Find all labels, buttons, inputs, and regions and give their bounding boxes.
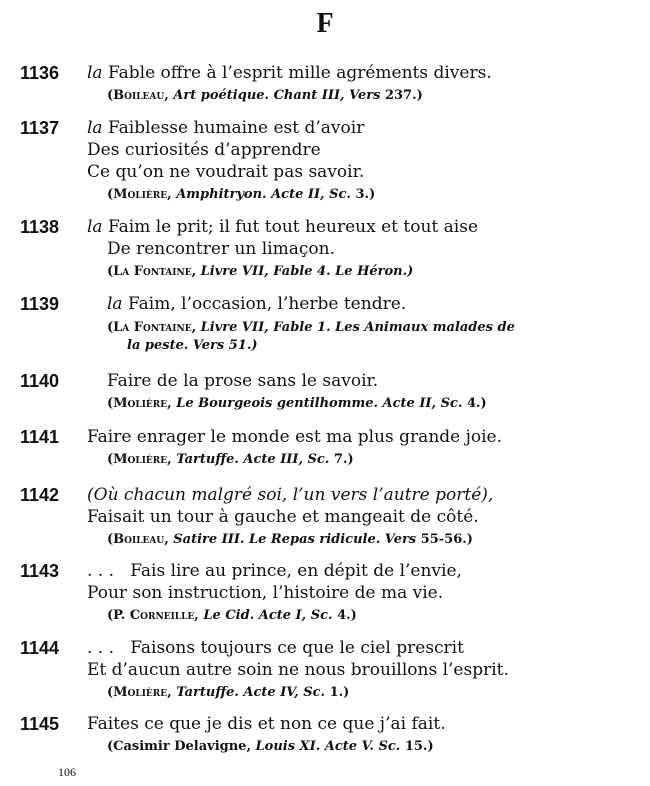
citation-work: Livre VII, [200,320,269,335]
citation-work: Le Cid. Acte I, [203,608,307,623]
citation-ref-label: Vers [349,88,381,103]
citation-work: Livre VII, [200,264,269,279]
article: la [87,118,103,138]
quote-line: Des curiosités d’apprendre [87,140,321,160]
quote-line: Faire de la prose sans le savoir. [107,371,379,391]
citation-ref: 1.) [329,685,350,700]
citation-work: Le Bourgeois gentilhomme. Acte II, [176,396,437,411]
entry-number: 1140 [20,371,60,391]
citation-ref: 3.) [355,187,376,202]
citation-author: La Fontaine, [113,320,197,335]
citation-author: Molière, [113,396,172,411]
citation-ref-label: Sc. [329,187,351,202]
entry-number: 1141 [20,427,60,447]
entry-number: 1144 [20,638,60,658]
entry-number: 1139 [20,294,60,314]
quote-line: De rencontrer un limaçon. [107,239,336,259]
citation-ref-label: Fable [273,264,313,279]
article: la [87,63,103,83]
entry-number: 1138 [20,217,60,237]
quote-line [87,117,364,139]
citation-ref: 4.) [466,396,487,411]
citation-ref: 15.) [404,739,434,754]
citation: (La Fontaine, Livre VII, Fable 4. Le Héron.) [107,264,414,279]
citation-ref-label: Fable [273,320,313,335]
entry-number: 1145 [20,714,60,734]
article: la [87,217,103,237]
citation-author: Molière, [113,452,172,467]
citation-ref: 4.) [337,608,357,623]
citation-ref-label: Vers [384,532,417,547]
entry-number: 1143 [20,561,60,581]
citation-work: Tartuffe. Acte IV, [176,685,299,700]
quote-text: Faiblesse humaine est d’avoir [107,118,365,138]
quote-line: Pour son instruction, l’histoire de ma vie. [87,583,444,603]
citation-work: Louis XI. Acte V. [255,739,374,754]
citation-author: Molière, [113,187,172,202]
citation-author: (Casimir Delavigne, [107,739,251,754]
citation-author: Boileau, [113,88,169,103]
entry-number: 1136 [20,63,60,83]
citation-ref-label: Sc. [307,452,330,467]
citation-work: Satire III. Le Repas ridicule. [173,532,381,547]
citation: (Boileau, Art poétique. Chant III, Vers 237.) [107,88,423,103]
entry-number: 1137 [20,118,60,138]
entry-number: 1142 [20,485,60,505]
citation-ref-label: Sc. [310,608,333,623]
citation: (Boileau, Satire III. Le Repas ridicule. Vers 55-56.) [107,532,473,547]
quote-text: Fable offre à l’esprit mille agréments divers. [107,63,492,83]
quote-line: Et d’aucun autre soin ne nous brouillons l’esprit. [87,660,509,680]
citation: (Molière, Amphitryon. Acte II, Sc. 3.) [107,187,376,202]
citation-work: Amphitryon. Acte II, [176,187,325,202]
citation-ref: 4. Le Héron.) [317,264,414,279]
quote-text: Faim le prit; il fut tout heureux et tout aise [107,217,479,237]
citation-ref: 7.) [333,452,354,467]
section-letter: F [316,8,334,39]
citation-work: Art poétique. Chant III, [173,88,345,103]
quote-line [107,293,406,315]
citation-author: Molière, [113,685,172,700]
citation [107,607,357,625]
quote-line: Faire enrager le monde est ma plus grande joie. [87,427,503,447]
citation-ref: 1. Les Animaux malades de [317,320,515,335]
page-number: 106 [58,765,76,779]
quote-line: Faisait un tour à gauche et mangeait de côté. [87,507,479,527]
citation: (La Fontaine, Livre VII, Fable 1. Les Animaux malades de [107,320,515,335]
quote-line: Ce qu’on ne voudrait pas savoir. [87,162,365,182]
citation-ref: 237.) [384,88,423,103]
citation-continuation: la peste. Vers 51.) [127,338,258,353]
citation-work: Tartuffe. Acte III, [176,452,303,467]
citation [107,738,434,756]
quote-line: Faites ce que je dis et non ce que j’ai fait. [87,714,446,734]
article: la [107,294,123,314]
quote-line [87,216,478,238]
citation-ref: 55-56.) [420,532,473,547]
citation: (Molière, Le Bourgeois gentilhomme. Acte II, Sc. 4.) [107,396,487,411]
quote-line [87,62,492,84]
quote-line: . . . Fais lire au prince, en dépit de l’envie, [87,561,462,581]
citation-ref-label: Sc. [378,739,401,754]
quote-line: (Où chacun malgré soi, l’un vers l’autre porté), [87,485,494,505]
citation-author: La Fontaine, [113,264,197,279]
citation: (Molière, Tartuffe. Acte IV, Sc. 1.) [107,685,350,700]
quote-line: . . . Faisons toujours ce que le ciel prescrit [87,638,464,658]
citation-ref-label: Sc. [303,685,326,700]
quote-text: Faim, l’occasion, l’herbe tendre. [127,294,407,314]
citation-author: Boileau, [113,532,169,547]
citation: (Molière, Tartuffe. Acte III, Sc. 7.) [107,452,354,467]
citation-ref-label: Sc. [440,396,463,411]
citation-author: (P. Corneille, [107,608,199,623]
